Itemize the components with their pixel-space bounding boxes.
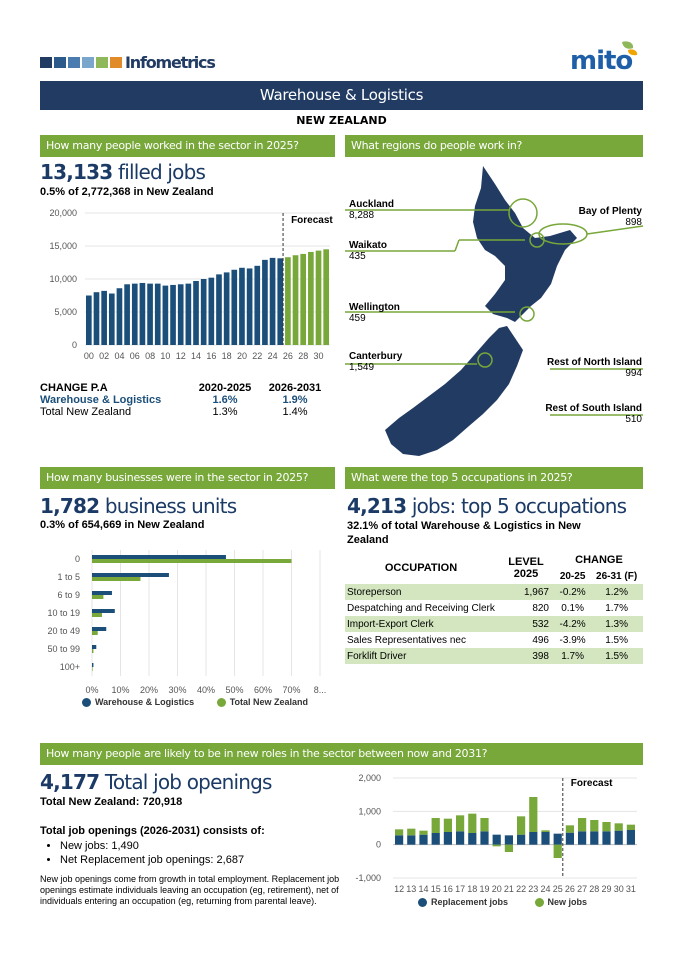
table-row bbox=[345, 600, 643, 616]
job-openings-chart bbox=[345, 770, 645, 900]
region-name: Waikato bbox=[349, 240, 387, 251]
businesses-share: 0.3% of 654,669 in New Zealand bbox=[40, 519, 205, 531]
filled-jobs-chart bbox=[40, 205, 335, 365]
x-tick-label: 0% bbox=[85, 685, 99, 695]
x-tick-label: 10 bbox=[160, 351, 171, 361]
legend-dot-replacement bbox=[418, 898, 427, 907]
table-row bbox=[345, 616, 643, 632]
table-row bbox=[345, 648, 643, 664]
bar bbox=[554, 834, 562, 845]
bar bbox=[92, 649, 93, 653]
x-tick-label: 15 bbox=[430, 884, 441, 894]
region-value: 510 bbox=[625, 414, 642, 425]
bar bbox=[419, 831, 427, 835]
bar bbox=[109, 294, 115, 345]
occ-level: 398 bbox=[497, 648, 555, 664]
legend-label: Replacement jobs bbox=[431, 897, 509, 907]
bar bbox=[124, 284, 130, 345]
bar bbox=[86, 296, 92, 346]
bar bbox=[92, 591, 112, 595]
y-tick-label: 0 bbox=[71, 340, 77, 350]
occupations-unit: jobs: top 5 occupations bbox=[411, 494, 627, 518]
region-bay-of-plenty bbox=[560, 206, 642, 228]
bar bbox=[92, 663, 93, 667]
x-tick-label: 40% bbox=[196, 685, 216, 695]
region-rest-north bbox=[530, 357, 642, 379]
x-tick-label: 17 bbox=[455, 884, 466, 894]
x-tick-label: 24 bbox=[267, 351, 278, 361]
x-tick-label: 16 bbox=[206, 351, 217, 361]
bar bbox=[92, 645, 96, 649]
occ-header-occupation: OCCUPATION bbox=[384, 562, 458, 574]
x-tick-label: 28 bbox=[298, 351, 309, 361]
x-tick-label: 22 bbox=[516, 884, 527, 894]
list-item: • Net Replacement job openings: 2,687 bbox=[60, 853, 244, 867]
region-value: 898 bbox=[625, 217, 642, 228]
bar bbox=[92, 613, 102, 617]
x-tick-label: 20% bbox=[139, 685, 159, 695]
x-tick-label: 14 bbox=[191, 351, 202, 361]
bar bbox=[578, 831, 586, 844]
occupations-share: 32.1% of total Warehouse & Logistics in New Zealand bbox=[347, 520, 581, 546]
occ-level: 820 bbox=[532, 602, 549, 614]
x-tick-label: 26 bbox=[564, 884, 575, 894]
bar bbox=[92, 577, 140, 581]
x-tick-label: 27 bbox=[577, 884, 588, 894]
section-heading-openings: How many people are likely to be in new roles in the sector between now and 2031? bbox=[40, 743, 643, 765]
y-tick-label: 20,000 bbox=[49, 208, 77, 218]
x-tick-label: 18 bbox=[467, 884, 478, 894]
region-value: 1,549 bbox=[349, 362, 375, 373]
bar bbox=[239, 268, 245, 345]
table-row bbox=[345, 632, 643, 648]
y-tick-label: 6 to 9 bbox=[57, 590, 80, 600]
bar bbox=[505, 835, 513, 844]
businesses-value: 1,782 bbox=[40, 494, 100, 518]
section-heading-businesses: How many businesses were in the sector in 2025? bbox=[40, 467, 335, 489]
table-row bbox=[345, 584, 643, 600]
bar bbox=[300, 254, 306, 345]
bar bbox=[92, 555, 226, 559]
bar bbox=[92, 595, 103, 599]
x-tick-label: 29 bbox=[601, 884, 612, 894]
bar bbox=[529, 797, 537, 832]
bar bbox=[155, 284, 161, 345]
y-tick-label: 15,000 bbox=[49, 241, 77, 251]
bar bbox=[432, 833, 440, 845]
bar bbox=[590, 831, 598, 844]
openings-consists: Total job openings (2026-2031) consists of: bbox=[40, 825, 265, 837]
bar bbox=[308, 252, 314, 345]
openings-bullets bbox=[60, 839, 244, 867]
x-tick-label: 20 bbox=[491, 884, 502, 894]
south-island-shape bbox=[385, 326, 523, 456]
occ-c2: 1.5% bbox=[605, 634, 628, 646]
change-header: CHANGE P.A bbox=[40, 382, 108, 394]
bar bbox=[444, 819, 452, 832]
bar bbox=[493, 845, 501, 847]
bar bbox=[407, 835, 415, 844]
region-name: Wellington bbox=[349, 302, 400, 313]
openings-value: 4,177 bbox=[40, 770, 100, 794]
occ-c2: 1.5% bbox=[590, 648, 643, 664]
occ-header-c1: 20-25 bbox=[559, 570, 586, 582]
bar bbox=[480, 818, 488, 831]
region-name: Canterbury bbox=[349, 351, 403, 362]
region-value: 435 bbox=[349, 251, 366, 262]
change-row-sector: Warehouse & Logistics bbox=[40, 394, 162, 406]
x-tick-label: 30 bbox=[613, 884, 624, 894]
bar bbox=[541, 832, 549, 845]
bar bbox=[615, 831, 623, 845]
openings-nz-total: Total New Zealand: 720,918 bbox=[40, 796, 183, 808]
bar bbox=[468, 814, 476, 833]
occ-name: Import-Export Clerk bbox=[345, 616, 497, 632]
page-title: Warehouse & Logistics bbox=[40, 81, 643, 110]
filled-jobs-share: 0.5% of 2,772,368 in New Zealand bbox=[40, 186, 214, 198]
x-tick-label: 04 bbox=[114, 351, 125, 361]
bar bbox=[224, 272, 230, 345]
region-value: 459 bbox=[349, 313, 366, 324]
business-size-chart bbox=[40, 548, 335, 698]
region-value: 994 bbox=[625, 368, 642, 379]
bar bbox=[277, 258, 283, 345]
bar bbox=[615, 823, 623, 830]
x-tick-label: 23 bbox=[528, 884, 539, 894]
x-tick-label: 08 bbox=[145, 351, 156, 361]
x-tick-label: 22 bbox=[252, 351, 263, 361]
occ-c2: 1.7% bbox=[605, 602, 628, 614]
x-tick-label: 8... bbox=[313, 685, 327, 695]
bar bbox=[231, 270, 237, 345]
occ-c1: -3.9% bbox=[559, 634, 586, 646]
bar bbox=[395, 835, 403, 844]
x-tick-label: 31 bbox=[625, 884, 636, 894]
legend-dot-sector bbox=[82, 698, 91, 707]
bar bbox=[186, 284, 192, 345]
bar bbox=[529, 832, 537, 845]
bar bbox=[395, 829, 403, 835]
bar bbox=[602, 831, 610, 844]
occ-c2: 1.3% bbox=[590, 616, 643, 632]
bar bbox=[554, 845, 562, 858]
occ-c1: 0.1% bbox=[561, 602, 584, 614]
x-tick-label: 30% bbox=[168, 685, 187, 695]
bar bbox=[316, 251, 322, 345]
occ-level: 1,967 bbox=[497, 584, 555, 600]
occ-c2: 1.2% bbox=[590, 584, 643, 600]
bar bbox=[293, 255, 299, 345]
bar bbox=[254, 266, 260, 345]
x-tick-label: 70% bbox=[282, 685, 301, 695]
section-heading-occupations: What were the top 5 occupations in 2025? bbox=[345, 467, 643, 489]
legend-label: Total New Zealand bbox=[229, 697, 309, 707]
y-tick-label: 5,000 bbox=[54, 307, 77, 317]
occupations-value: 4,213 bbox=[347, 494, 407, 518]
section-heading-filled-jobs: How many people worked in the sector in 2025? bbox=[40, 135, 335, 157]
occ-c1: -0.2% bbox=[555, 584, 590, 600]
x-tick-label: 30 bbox=[313, 351, 324, 361]
region-name: Rest of North Island bbox=[546, 357, 642, 368]
change-table bbox=[40, 382, 330, 418]
bar bbox=[262, 260, 268, 345]
region-name: Bay of Plenty bbox=[578, 206, 642, 217]
bar bbox=[92, 631, 98, 635]
change-value: 1.9% bbox=[282, 394, 308, 406]
bar bbox=[201, 279, 207, 345]
openings-headline bbox=[40, 770, 272, 794]
bar bbox=[216, 274, 222, 345]
bar bbox=[456, 815, 464, 831]
x-tick-label: 00 bbox=[83, 351, 94, 361]
forecast-label: Forecast bbox=[291, 215, 333, 226]
bar bbox=[92, 573, 169, 577]
legend-dot-nz bbox=[217, 698, 226, 707]
y-tick-label: 20 to 49 bbox=[47, 626, 80, 636]
occ-name: Forklift Driver bbox=[345, 648, 497, 664]
y-tick-label: 0 bbox=[375, 839, 381, 850]
x-tick-label: 12 bbox=[394, 884, 405, 894]
y-tick-label: 1,000 bbox=[358, 806, 381, 817]
x-tick-label: 25 bbox=[552, 884, 563, 894]
filled-jobs-unit: filled jobs bbox=[117, 160, 206, 184]
infometrics-wordmark: Infometrics bbox=[125, 53, 215, 72]
bar bbox=[92, 609, 115, 613]
bar bbox=[193, 281, 199, 345]
bar bbox=[132, 284, 138, 345]
x-tick-label: 28 bbox=[589, 884, 600, 894]
occ-header-change: CHANGE bbox=[575, 554, 623, 566]
x-tick-label: 26 bbox=[282, 351, 293, 361]
bar bbox=[468, 833, 476, 845]
bar bbox=[407, 829, 415, 836]
bar bbox=[566, 833, 574, 845]
mito-wordmark: mito bbox=[570, 46, 633, 76]
region-rest-south bbox=[530, 403, 642, 425]
openings-note: New job openings come from growth in total employment. Replacement job openings estimate individuals leaving an occupation (eg, retirement), net of individuals entering an occupation (eg, returning from parental leave). bbox=[40, 874, 340, 906]
x-tick-label: 14 bbox=[418, 884, 429, 894]
bar bbox=[92, 667, 93, 671]
y-tick-label: 100+ bbox=[59, 662, 80, 672]
x-tick-label: 50% bbox=[225, 685, 244, 695]
occ-header-level: LEVEL 2025 bbox=[508, 556, 544, 580]
occ-header-c2: 26-31 (F) bbox=[596, 570, 638, 582]
legend-label: New jobs bbox=[547, 897, 588, 907]
x-tick-label: 10% bbox=[111, 685, 130, 695]
bar bbox=[94, 292, 100, 345]
occ-name: Despatching and Receiving Clerk bbox=[347, 602, 495, 614]
x-tick-label: 13 bbox=[406, 884, 417, 894]
businesses-unit: business units bbox=[104, 494, 237, 518]
region-name: Auckland bbox=[349, 199, 395, 210]
bar bbox=[627, 825, 635, 830]
occ-name: Storeperson bbox=[345, 584, 497, 600]
bar bbox=[517, 816, 525, 834]
x-tick-label: 18 bbox=[221, 351, 232, 361]
bar bbox=[117, 288, 123, 345]
x-tick-label: 20 bbox=[236, 351, 247, 361]
bar bbox=[170, 285, 176, 345]
change-header-2026: 2026-2031 bbox=[268, 382, 322, 394]
bar bbox=[140, 283, 146, 345]
bar bbox=[101, 291, 107, 345]
y-tick-label: 1 to 5 bbox=[57, 572, 80, 582]
region-auckland bbox=[349, 199, 394, 221]
businesses-headline bbox=[40, 494, 236, 518]
bar bbox=[444, 832, 452, 845]
bar bbox=[541, 830, 549, 832]
bar bbox=[323, 249, 329, 345]
legend-dot-new bbox=[535, 898, 544, 907]
change-value: 1.3% bbox=[212, 406, 238, 418]
x-tick-label: 60% bbox=[253, 685, 273, 695]
y-tick-label: 0 bbox=[74, 554, 80, 564]
x-tick-label: 21 bbox=[503, 884, 514, 894]
bar bbox=[270, 258, 276, 345]
list-item: • New jobs: 1,490 bbox=[60, 839, 244, 853]
region-name: Rest of South Island bbox=[545, 403, 642, 414]
change-value: 1.4% bbox=[282, 406, 308, 418]
region-title: NEW ZEALAND bbox=[296, 114, 387, 127]
occ-level: 496 bbox=[532, 634, 549, 646]
y-tick-label: 2,000 bbox=[358, 773, 381, 783]
mito-logo bbox=[570, 38, 645, 78]
occ-c1: -4.2% bbox=[555, 616, 590, 632]
occ-name: Sales Representatives nec bbox=[347, 634, 466, 646]
bar bbox=[432, 818, 440, 833]
bar bbox=[92, 627, 106, 631]
occupations-headline bbox=[347, 494, 626, 518]
bar bbox=[147, 284, 153, 345]
openings-unit: Total job openings bbox=[104, 770, 272, 794]
filled-jobs-headline bbox=[40, 160, 205, 184]
y-tick-label: 10 to 19 bbox=[47, 608, 80, 618]
occupations-table bbox=[345, 552, 643, 664]
bar bbox=[92, 559, 292, 563]
x-tick-label: 19 bbox=[479, 884, 490, 894]
change-header-2020: 2020-2025 bbox=[198, 382, 252, 394]
bar bbox=[627, 830, 635, 845]
y-tick-label: 10,000 bbox=[49, 274, 77, 284]
bar bbox=[163, 286, 169, 345]
bar bbox=[517, 835, 525, 845]
bar bbox=[480, 831, 488, 844]
region-value: 8,288 bbox=[349, 210, 375, 221]
bar bbox=[505, 845, 513, 852]
x-tick-label: 02 bbox=[99, 351, 110, 361]
legend-label: Warehouse & Logistics bbox=[95, 697, 195, 707]
bar bbox=[247, 268, 253, 345]
bar bbox=[493, 835, 501, 845]
y-tick-label: -1,000 bbox=[355, 873, 381, 883]
occ-level: 532 bbox=[497, 616, 555, 632]
openings-legend bbox=[418, 897, 587, 907]
bar bbox=[419, 835, 427, 845]
change-value: 1.6% bbox=[212, 394, 238, 406]
forecast-label: Forecast bbox=[570, 778, 613, 789]
x-tick-label: 06 bbox=[129, 351, 140, 361]
bar bbox=[456, 831, 464, 844]
bar bbox=[602, 822, 610, 831]
business-legend bbox=[82, 697, 308, 707]
region-waikato bbox=[349, 240, 387, 262]
bar bbox=[578, 818, 586, 831]
bar bbox=[209, 278, 215, 345]
x-tick-label: 16 bbox=[442, 884, 453, 894]
x-tick-label: 12 bbox=[175, 351, 186, 361]
infometrics-logo bbox=[40, 53, 215, 72]
region-canterbury bbox=[349, 351, 402, 373]
filled-jobs-value: 13,133 bbox=[40, 160, 113, 184]
bar bbox=[285, 257, 291, 345]
region-wellington bbox=[349, 302, 400, 324]
bar bbox=[590, 820, 598, 831]
occ-c1: 1.7% bbox=[555, 648, 590, 664]
change-row-nz: Total New Zealand bbox=[40, 406, 132, 418]
bar bbox=[178, 284, 184, 345]
section-heading-regions: What regions do people work in? bbox=[345, 135, 643, 157]
bar bbox=[566, 825, 574, 832]
x-tick-label: 24 bbox=[540, 884, 551, 894]
y-tick-label: 50 to 99 bbox=[47, 644, 80, 654]
